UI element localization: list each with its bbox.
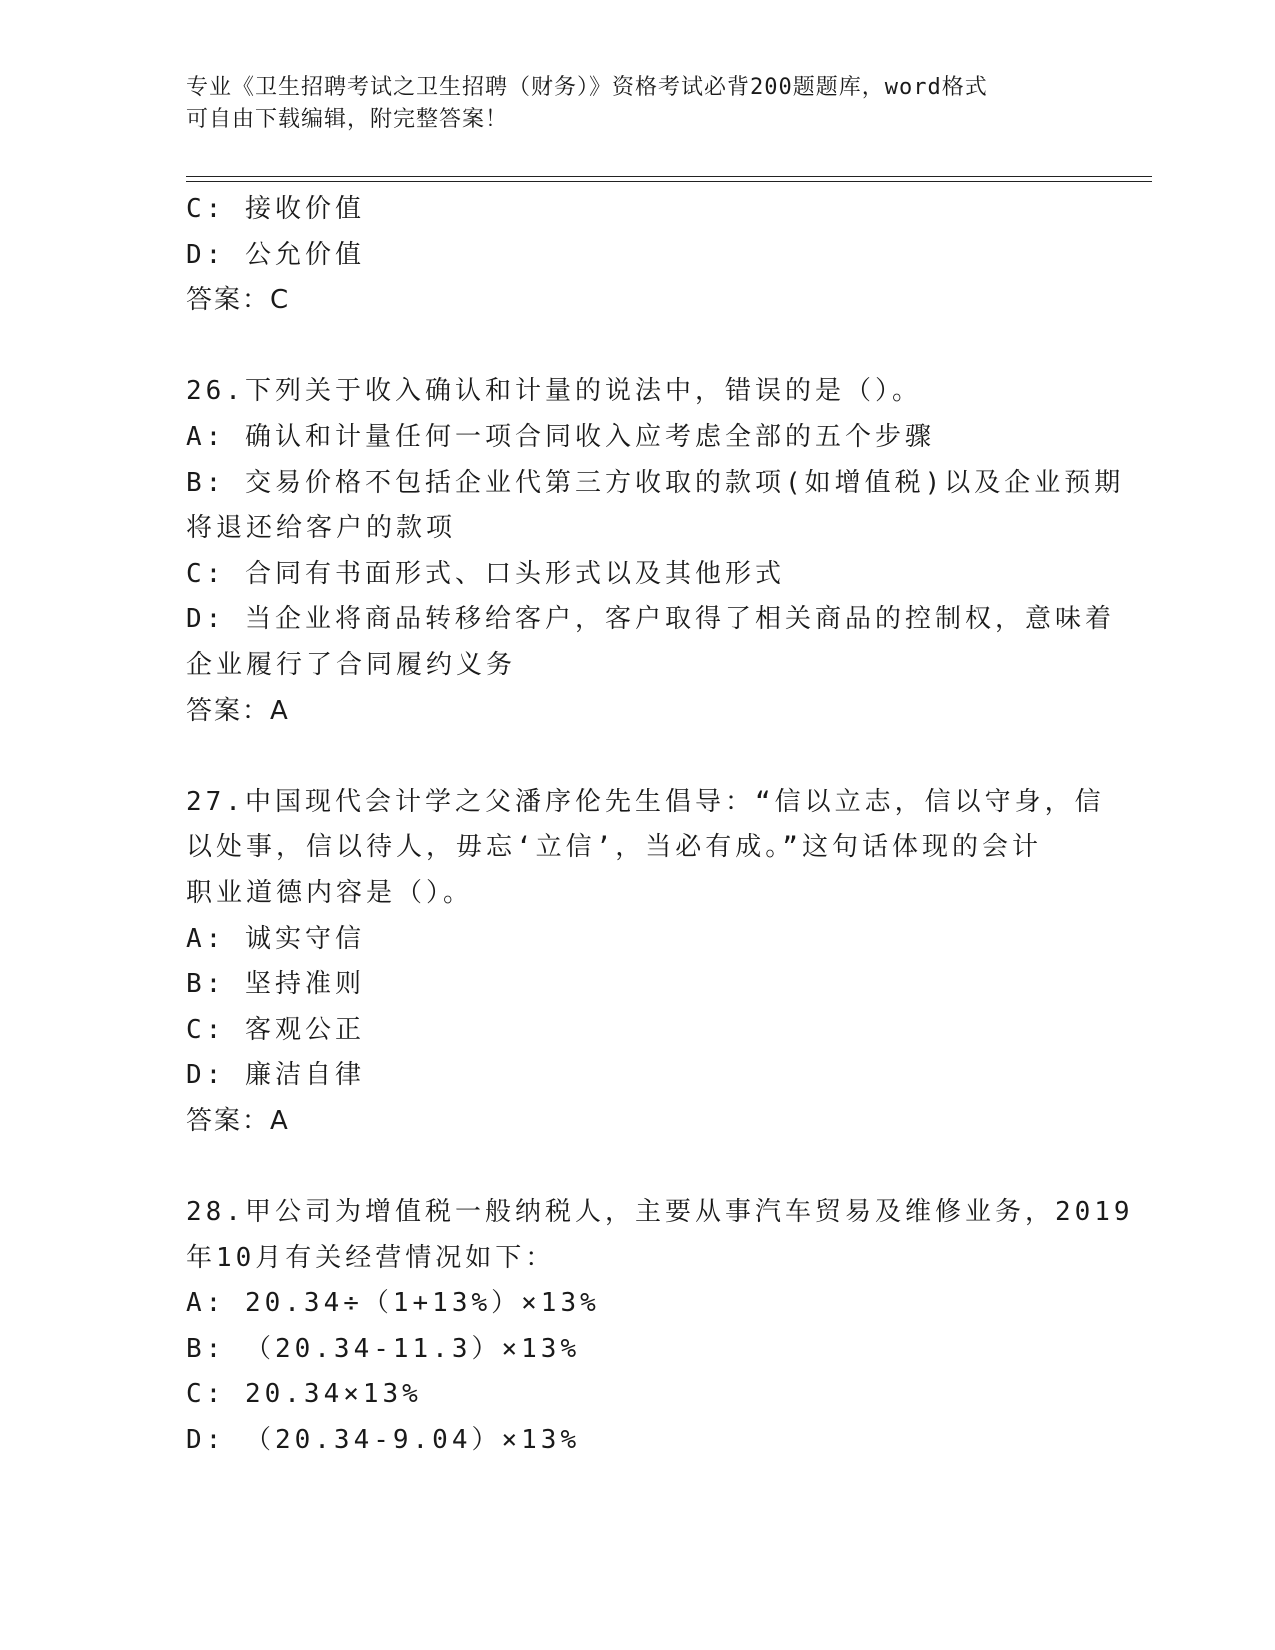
option-c: C: 客观公正 bbox=[186, 1014, 365, 1045]
answer-label: 答案：A bbox=[186, 695, 290, 726]
option-b-line-1: B: 交易价格不包括企业代第三方收取的款项(如增值税)以及企业预期 bbox=[186, 467, 1125, 498]
question-stem: 26.下列关于收入确认和计量的说法中，错误的是（）。 bbox=[186, 376, 922, 407]
header-rule-bottom bbox=[186, 181, 1152, 182]
option-d-line-2: 企业履行了合同履约义务 bbox=[186, 649, 517, 680]
option-c: C: 20.34×13% bbox=[186, 1379, 422, 1410]
header-line-2: 可自由下载编辑，附完整答案！ bbox=[186, 107, 509, 132]
question-25-tail bbox=[186, 187, 1086, 324]
option-c: C: 合同有书面形式、口头形式以及其他形式 bbox=[186, 558, 785, 589]
question-stem-line-1: 28.甲公司为增值税一般纳税人，主要从事汽车贸易及维修业务，2019 bbox=[186, 1197, 1134, 1228]
option-a: A: 诚实守信 bbox=[186, 923, 365, 954]
option-b: B: （20.34-11.3）×13% bbox=[186, 1333, 581, 1364]
option-d: D: 公允价值 bbox=[186, 239, 365, 270]
spacer bbox=[186, 1144, 1086, 1190]
question-stem-line-3: 职业道德内容是（）。 bbox=[186, 877, 474, 908]
spacer bbox=[186, 734, 1086, 780]
question-stem-line-2: 年10月有关经营情况如下： bbox=[186, 1242, 556, 1273]
question-stem-line-2: 以处事，信以待人，毋忘‘立信’，当必有成。”这句话体现的会计 bbox=[186, 832, 1042, 863]
answer-label: 答案：C bbox=[186, 285, 291, 316]
option-b: B: 坚持准则 bbox=[186, 969, 365, 1000]
option-a: A: 20.34÷（1+13%）×13% bbox=[186, 1288, 600, 1319]
option-a: A: 确认和计量任何一项合同收入应考虑全部的五个步骤 bbox=[186, 421, 935, 452]
answer-label: 答案：A bbox=[186, 1105, 290, 1136]
question-stem-line-1: 27.中国现代会计学之父潘序伦先生倡导：“信以立志，信以守身，信 bbox=[186, 786, 1105, 817]
question-26 bbox=[186, 369, 1125, 734]
document-header bbox=[186, 72, 1066, 136]
header-rule-top bbox=[186, 176, 1152, 177]
option-d: D: （20.34-9.04）×13% bbox=[186, 1425, 581, 1456]
question-27 bbox=[186, 780, 1105, 1145]
question-28 bbox=[186, 1190, 1134, 1464]
spacer bbox=[186, 324, 1086, 370]
option-d-line-1: D: 当企业将商品转移给客户，客户取得了相关商品的控制权，意味着 bbox=[186, 604, 1115, 635]
header-line-1: 专业《卫生招聘考试之卫生招聘（财务）》资格考试必背200题题库，word格式 bbox=[186, 75, 988, 100]
question-list bbox=[186, 187, 1134, 1464]
option-b-line-2: 将退还给客户的款项 bbox=[186, 513, 457, 544]
option-d: D: 廉洁自律 bbox=[186, 1060, 365, 1091]
option-c: C: 接收价值 bbox=[186, 194, 365, 224]
